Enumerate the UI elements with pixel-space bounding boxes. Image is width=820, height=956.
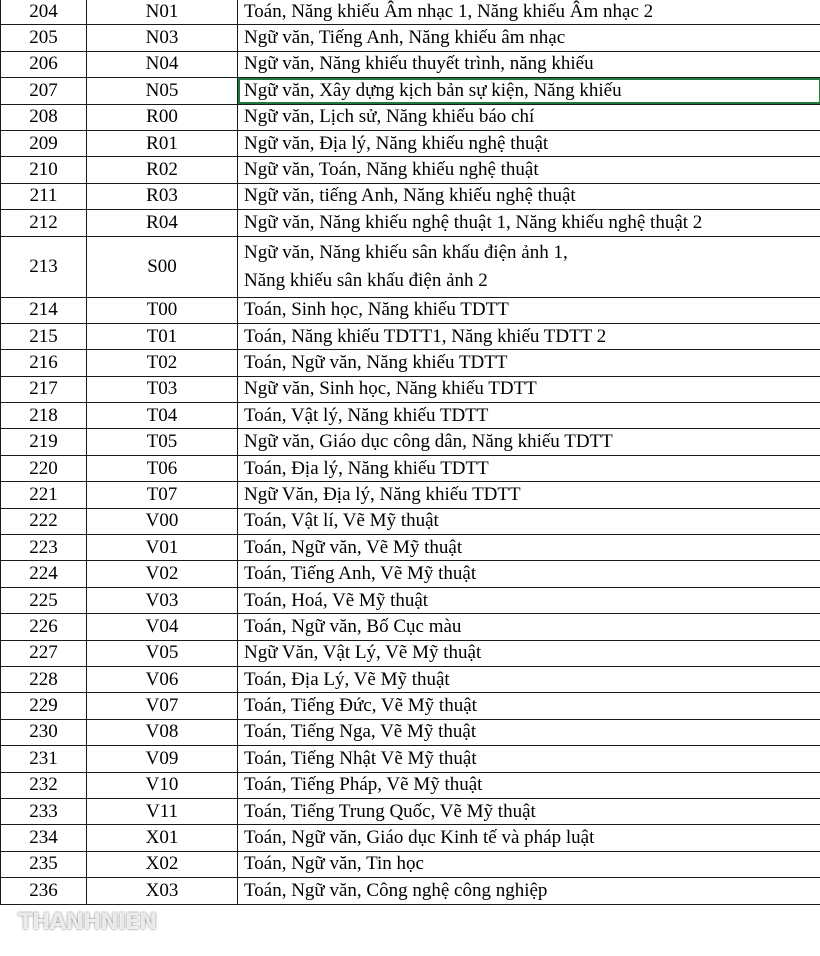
row-number-cell[interactable]: 228 xyxy=(1,666,87,692)
watermark-logo: THANHNIEN xyxy=(18,910,157,935)
subjects-cell[interactable]: Ngữ văn, Lịch sử, Năng khiếu báo chí xyxy=(238,104,820,130)
table-row[interactable] xyxy=(1,535,820,561)
subjects-cell[interactable]: Toán, Ngữ văn, Năng khiếu TDTT xyxy=(238,350,820,376)
table-row[interactable] xyxy=(1,746,820,772)
subjects-cell[interactable]: Ngữ Văn, Địa lý, Năng khiếu TDTT xyxy=(238,482,820,508)
table-row[interactable] xyxy=(1,640,820,666)
table-row[interactable] xyxy=(1,0,820,25)
row-number-cell[interactable]: 236 xyxy=(1,878,87,904)
subjects-cell[interactable]: Toán, Ngữ văn, Tin học xyxy=(238,851,820,877)
table-row[interactable] xyxy=(1,210,820,236)
row-number-cell[interactable]: 205 xyxy=(1,25,87,51)
row-number-cell[interactable]: 211 xyxy=(1,183,87,209)
row-number-cell[interactable]: 233 xyxy=(1,798,87,824)
subjects-line-1: Ngữ văn, Năng khiếu sân khấu điện ảnh 1, xyxy=(244,241,568,263)
row-number-cell[interactable]: 215 xyxy=(1,323,87,349)
table-row[interactable] xyxy=(1,614,820,640)
combination-code-cell[interactable]: V06 xyxy=(87,666,238,692)
combination-code-cell[interactable]: V01 xyxy=(87,535,238,561)
subjects-cell[interactable]: Toán, Địa Lý, Vẽ Mỹ thuật xyxy=(238,666,820,692)
subjects-cell[interactable]: Toán, Tiếng Pháp, Vẽ Mỹ thuật xyxy=(238,772,820,798)
combination-code-cell[interactable]: V05 xyxy=(87,640,238,666)
row-number-cell[interactable]: 207 xyxy=(1,78,87,104)
combination-code-cell[interactable]: X02 xyxy=(87,851,238,877)
subjects-cell[interactable]: Ngữ văn, tiếng Anh, Năng khiếu nghệ thuật xyxy=(238,183,820,209)
row-number-cell[interactable]: 217 xyxy=(1,376,87,402)
table-row[interactable] xyxy=(1,236,820,297)
subjects-cell[interactable]: Toán, Sinh học, Năng khiếu TDTT xyxy=(238,297,820,323)
combination-code-cell[interactable]: N05 xyxy=(87,78,238,104)
subjects-cell[interactable]: Toán, Địa lý, Năng khiếu TDTT xyxy=(238,455,820,481)
subjects-cell[interactable]: Toán, Vật lí, Vẽ Mỹ thuật xyxy=(238,508,820,534)
row-number-cell[interactable]: 209 xyxy=(1,130,87,156)
subjects-cell[interactable]: Toán, Ngữ văn, Bố Cục màu xyxy=(238,614,820,640)
combination-code-cell[interactable]: S00 xyxy=(87,236,238,297)
combination-code-cell[interactable]: V00 xyxy=(87,508,238,534)
row-number-cell[interactable]: 218 xyxy=(1,403,87,429)
row-number-cell[interactable]: 206 xyxy=(1,51,87,77)
table-row[interactable] xyxy=(1,825,820,851)
table-row[interactable] xyxy=(1,666,820,692)
table-row[interactable] xyxy=(1,104,820,130)
subjects-cell[interactable]: Toán, Tiếng Trung Quốc, Vẽ Mỹ thuật xyxy=(238,798,820,824)
combination-code-cell[interactable]: R02 xyxy=(87,157,238,183)
table-body xyxy=(1,0,820,904)
table-row[interactable] xyxy=(1,455,820,481)
combination-code-cell[interactable]: R03 xyxy=(87,183,238,209)
combination-code-cell[interactable]: R01 xyxy=(87,130,238,156)
subjects-cell[interactable]: Ngữ văn, Năng khiếu thuyết trình, năng khiếu xyxy=(238,51,820,77)
subjects-cell[interactable]: Toán, Tiếng Đức, Vẽ Mỹ thuật xyxy=(238,693,820,719)
combination-code-cell[interactable]: V09 xyxy=(87,746,238,772)
table-row[interactable] xyxy=(1,798,820,824)
row-number-cell[interactable]: 232 xyxy=(1,772,87,798)
combination-code-cell[interactable]: N01 xyxy=(87,0,238,25)
row-number-cell[interactable]: 219 xyxy=(1,429,87,455)
table-row[interactable] xyxy=(1,25,820,51)
row-number-cell[interactable]: 227 xyxy=(1,640,87,666)
subjects-cell[interactable]: Ngữ văn, Xây dựng kịch bản sự kiện, Năng khiếu xyxy=(238,78,820,104)
table-row[interactable] xyxy=(1,587,820,613)
row-number-cell[interactable]: 234 xyxy=(1,825,87,851)
table-row[interactable] xyxy=(1,772,820,798)
combination-code-cell[interactable]: N04 xyxy=(87,51,238,77)
combination-code-cell[interactable]: N03 xyxy=(87,25,238,51)
table-row[interactable] xyxy=(1,429,820,455)
subjects-line-2: Năng khiếu sân khấu điện ảnh 2 xyxy=(244,269,488,291)
subjects-cell[interactable]: Toán, Ngữ văn, Vẽ Mỹ thuật xyxy=(238,535,820,561)
row-number-cell[interactable]: 220 xyxy=(1,455,87,481)
row-number-cell[interactable]: 221 xyxy=(1,482,87,508)
combination-code-cell[interactable]: R00 xyxy=(87,104,238,130)
table-row[interactable] xyxy=(1,78,820,104)
table-row[interactable] xyxy=(1,130,820,156)
subjects-cell[interactable] xyxy=(238,236,820,297)
combination-code-cell[interactable]: T00 xyxy=(87,297,238,323)
combination-code-cell[interactable]: V04 xyxy=(87,614,238,640)
table-row[interactable] xyxy=(1,719,820,745)
subjects-cell[interactable]: Toán, Vật lý, Năng khiếu TDTT xyxy=(238,403,820,429)
combination-code-cell[interactable]: V02 xyxy=(87,561,238,587)
table-row[interactable] xyxy=(1,350,820,376)
table-row[interactable] xyxy=(1,561,820,587)
row-number-cell[interactable]: 210 xyxy=(1,157,87,183)
combination-code-cell[interactable]: V07 xyxy=(87,693,238,719)
combination-code-cell[interactable]: T06 xyxy=(87,455,238,481)
subjects-cell[interactable]: Ngữ văn, Tiếng Anh, Năng khiếu âm nhạc xyxy=(238,25,820,51)
table-row[interactable] xyxy=(1,482,820,508)
row-number-cell[interactable]: 229 xyxy=(1,693,87,719)
row-number-cell[interactable]: 223 xyxy=(1,535,87,561)
subjects-cell[interactable]: Ngữ văn, Toán, Năng khiếu nghệ thuật xyxy=(238,157,820,183)
combination-code-cell[interactable]: X03 xyxy=(87,878,238,904)
subjects-cell[interactable]: Ngữ văn, Địa lý, Năng khiếu nghệ thuật xyxy=(238,130,820,156)
subjects-cell[interactable]: Toán, Tiếng Nga, Vẽ Mỹ thuật xyxy=(238,719,820,745)
row-number-cell[interactable]: 230 xyxy=(1,719,87,745)
row-number-cell[interactable]: 214 xyxy=(1,297,87,323)
row-number-cell[interactable]: 213 xyxy=(1,236,87,297)
subjects-cell[interactable]: Ngữ văn, Giáo dục công dân, Năng khiếu TDTT xyxy=(238,429,820,455)
table-row[interactable] xyxy=(1,508,820,534)
combination-code-cell[interactable]: V03 xyxy=(87,587,238,613)
combination-code-cell[interactable]: T04 xyxy=(87,403,238,429)
subjects-cell[interactable]: Ngữ Văn, Vật Lý, Vẽ Mỹ thuật xyxy=(238,640,820,666)
combination-code-cell[interactable]: R04 xyxy=(87,210,238,236)
row-number-cell[interactable]: 225 xyxy=(1,587,87,613)
table-row[interactable] xyxy=(1,297,820,323)
subjects-cell[interactable]: Toán, Tiếng Anh, Vẽ Mỹ thuật xyxy=(238,561,820,587)
table-row[interactable] xyxy=(1,323,820,349)
subjects-cell[interactable]: Ngữ văn, Năng khiếu nghệ thuật 1, Năng khiếu nghệ thuật 2 xyxy=(238,210,820,236)
subjects-cell[interactable]: Toán, Hoá, Vẽ Mỹ thuật xyxy=(238,587,820,613)
combination-code-cell[interactable]: T02 xyxy=(87,350,238,376)
row-number-cell[interactable]: 208 xyxy=(1,104,87,130)
row-number-cell[interactable]: 235 xyxy=(1,851,87,877)
combination-code-cell[interactable]: X01 xyxy=(87,825,238,851)
table-row[interactable] xyxy=(1,51,820,77)
row-number-cell[interactable]: 216 xyxy=(1,350,87,376)
subjects-cell[interactable]: Toán, Năng khiếu Âm nhạc 1, Năng khiếu Âm nhạc 2 xyxy=(238,0,820,25)
table-row[interactable] xyxy=(1,878,820,904)
combination-code-cell[interactable]: T07 xyxy=(87,482,238,508)
table-row[interactable] xyxy=(1,183,820,209)
row-number-cell[interactable]: 224 xyxy=(1,561,87,587)
row-number-cell[interactable]: 231 xyxy=(1,746,87,772)
subjects-cell[interactable]: Toán, Ngữ văn, Công nghệ công nghiệp xyxy=(238,878,820,904)
combination-code-cell[interactable]: V11 xyxy=(87,798,238,824)
combination-code-cell[interactable]: T05 xyxy=(87,429,238,455)
table-row[interactable] xyxy=(1,157,820,183)
row-number-cell[interactable]: 226 xyxy=(1,614,87,640)
row-number-cell[interactable]: 222 xyxy=(1,508,87,534)
row-number-cell[interactable]: 204 xyxy=(1,0,87,25)
combination-code-cell[interactable]: T01 xyxy=(87,323,238,349)
table-row[interactable] xyxy=(1,403,820,429)
combination-code-cell[interactable]: V08 xyxy=(87,719,238,745)
subjects-cell[interactable]: Toán, Ngữ văn, Giáo dục Kinh tế và pháp luật xyxy=(238,825,820,851)
combination-code-cell[interactable]: V10 xyxy=(87,772,238,798)
combination-code-cell[interactable]: T03 xyxy=(87,376,238,402)
row-number-cell[interactable]: 212 xyxy=(1,210,87,236)
table-row[interactable] xyxy=(1,376,820,402)
subjects-cell[interactable]: Toán, Năng khiếu TDTT1, Năng khiếu TDTT 2 xyxy=(238,323,820,349)
subjects-cell[interactable]: Ngữ văn, Sinh học, Năng khiếu TDTT xyxy=(238,376,820,402)
subjects-cell[interactable]: Toán, Tiếng Nhật Vẽ Mỹ thuật xyxy=(238,746,820,772)
table-row[interactable] xyxy=(1,693,820,719)
table-row[interactable] xyxy=(1,851,820,877)
